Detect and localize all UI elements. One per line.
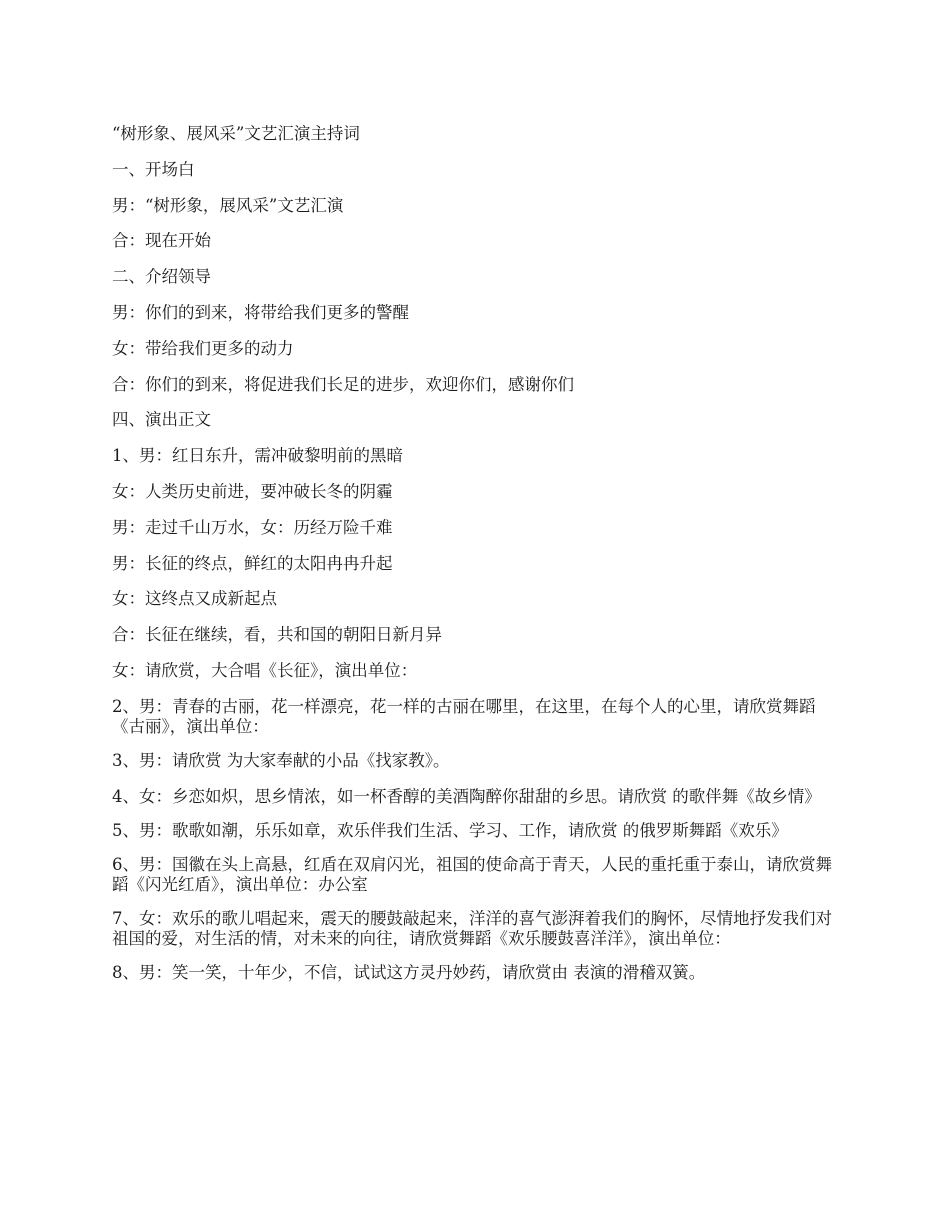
text-line: 男：“树形象，展风采”文艺汇演 — [112, 195, 344, 215]
text-paragraph: 6、男：国徽在头上高悬，红盾在双肩闪光，祖国的使命高于青天，人民的重托重于泰山，请欣赏舞蹈《闪光红盾》，演出单位：办公室 — [112, 854, 832, 894]
text-paragraph: 5、男：歌歌如潮，乐乐如章，欢乐伴我们生活、学习、工作，请欣赏 的俄罗斯舞蹈《欢乐》 — [112, 820, 788, 840]
text-line: 女：人类历史前进，要冲破长冬的阴霾 — [112, 481, 393, 501]
text-line: 女：请欣赏，大合唱《长征》，演出单位： — [112, 660, 418, 680]
text-line: 男：走过千山万水，女：历经万险千难 — [112, 517, 393, 537]
document-title: “树形象、展风采”文艺汇演主持词 — [112, 124, 360, 143]
text-line: 男：长征的终点，鲜红的太阳冉冉升起 — [112, 553, 393, 573]
text-paragraph: 4、女：乡恋如炽，思乡情浓，如一杯香醇的美酒陶醉你甜甜的乡思。请欣赏 的歌伴舞《故乡情》 — [112, 786, 821, 806]
text-line: 男：你们的到来，将带给我们更多的警醒 — [112, 302, 409, 322]
section-heading-performance: 四、演出正文 — [112, 410, 211, 430]
text-line: 女：这终点又成新起点 — [112, 589, 277, 609]
text-line: 合：你们的到来，将促进我们长足的进步，欢迎你们，感谢你们 — [112, 374, 574, 394]
document-body — [112, 124, 840, 998]
text-line: 1、男：红日东升，需冲破黎明前的黑暗 — [112, 446, 403, 466]
text-line: 女：带给我们更多的动力 — [112, 338, 294, 358]
section-heading-leaders: 二、介绍领导 — [112, 267, 211, 287]
section-heading-opening: 一、开场白 — [112, 159, 195, 179]
text-line: 合：现在开始 — [112, 231, 211, 251]
text-line: 3、男：请欣赏 为大家奉献的小品《找家教》。 — [112, 750, 450, 770]
text-paragraph: 7、女：欢乐的歌儿唱起来，震天的腰鼓敲起来，洋洋的喜气澎湃着我们的胸怀，尽情地抒发我们对祖国的爱，对生活的情，对未来的向往，请欣赏舞蹈《欢乐腰鼓喜洋洋》，演出单位： — [112, 908, 832, 948]
text-paragraph: 2、男：青春的古丽，花一样漂亮，花一样的古丽在哪里，在这里，在每个人的心里，请欣赏舞蹈《古丽》，演出单位： — [112, 696, 816, 736]
text-line: 8、男：笑一笑，十年少，不信，试试这方灵丹妙药，请欣赏由 表演的滑稽双簧。 — [112, 962, 706, 982]
text-line: 合：长征在继续，看，共和国的朝阳日新月异 — [112, 625, 442, 645]
